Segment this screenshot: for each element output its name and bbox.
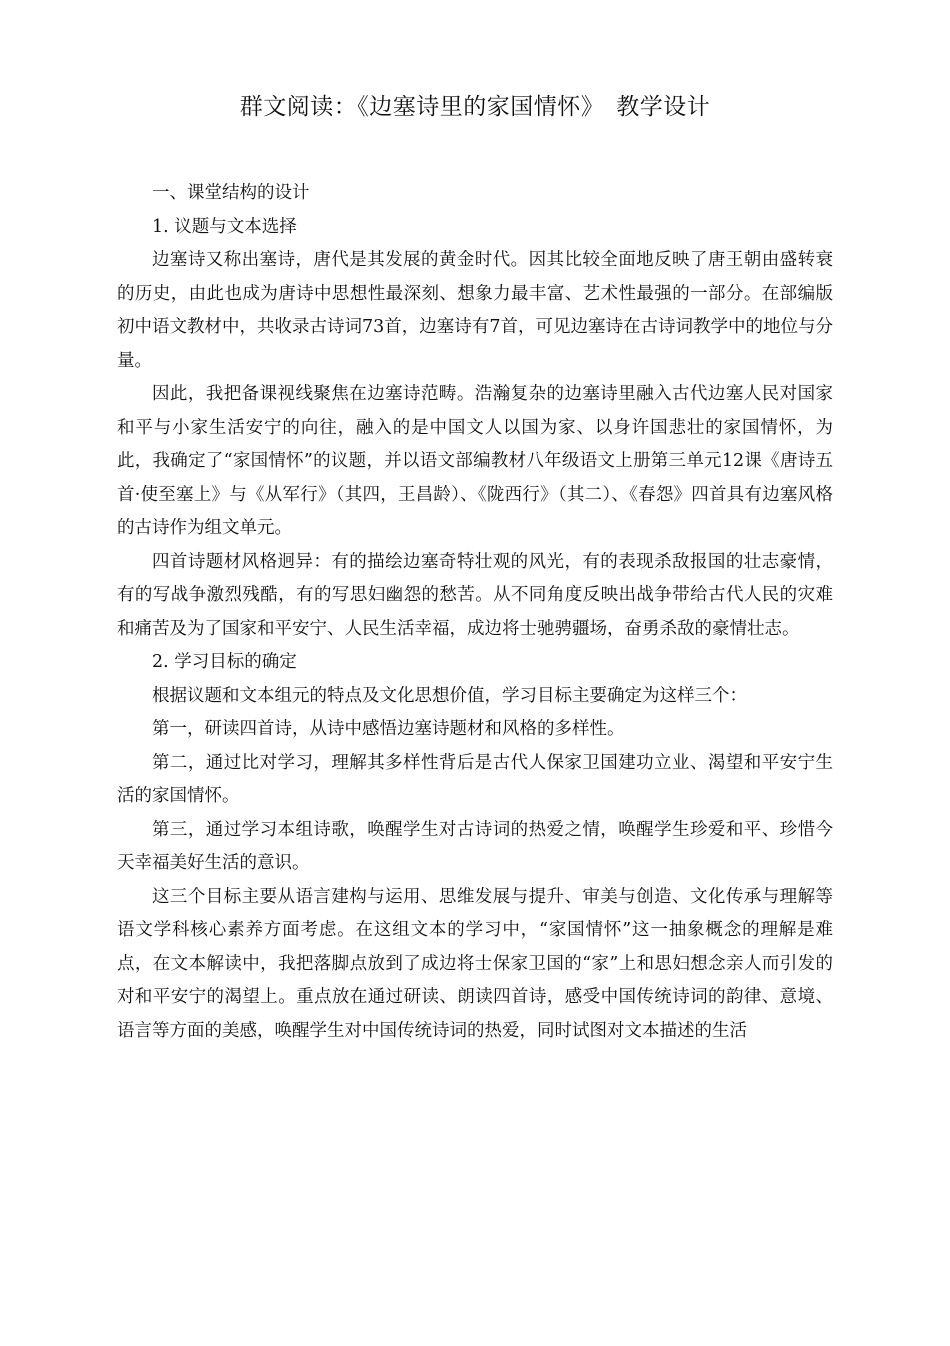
section-heading-classroom-structure: 一、课堂结构的设计 [152,183,310,203]
paragraph-objective-one: 第一，研读四首诗，从诗中感悟边塞诗题材和风格的多样性。 [152,719,625,739]
paragraph-objective-two: 第二，通过比对学习，理解其多样性背后是古代人保家卫国建功立业、渴望和平安宁生活的家国情怀。 [117,752,833,806]
subheading-topic-and-text-selection: 1. 议题与文本选择 [152,216,297,237]
document-title: 群文阅读：《边塞诗里的家国情怀》 教学设计 [239,94,711,120]
subheading-learning-objectives: 2. 学习目标的确定 [152,652,297,672]
document-body [117,177,851,1048]
paragraph-frontier-poetry-intro: 边塞诗又称出塞诗，唐代是其发展的黄金时代。因其比较全面地反映了唐王朝由盛转衰的历史，由此也成为唐诗中思想性最深刻、想象力最丰富、艺术性最强的一部分。在部编版初中语文教材中，共收录古诗词73首，边塞诗有7首，可见边塞诗在古诗词教学中的地位与分量。 [117,250,833,371]
paragraph-lesson-focus: 因此，我把备课视线聚焦在边塞诗范畴。浩瀚复杂的边塞诗里融入古代边塞人民对国家 和平与小家生活安宁的向往，融入的是中国文人以国为家、以身许国悲壮的家国情怀，为此，我确定了“家国情怀”的议题，并以语文部编教材八年级语文上册第三单元12课《唐诗五首·使至塞上》与《从军行》（其四，王昌龄）、《陇西行》（其二）、《春怨》四首具有边塞风格的古诗作为组文单元。 [117,384,851,538]
paragraph-objective-three: 第三，通过学习本组诗歌，唤醒学生对古诗词的热爱之情，唤醒学生珍爱和平、珍惜今天幸福美好生活的意识。 [117,819,833,873]
paragraph-objectives-intro: 根据议题和文本组元的特点及文化思想价值，学习目标主要确定为这样三个： [152,685,747,706]
paragraph-objectives-rationale: 这三个目标主要从语言建构与运用、思维发展与提升、审美与创造、文化传承与理解等语文学科核心素养方面考虑。在这组文本的学习中，“家国情怀”这一抽象概念的理解是难点，在文本解读中，我把落脚点放到了成边将士保家卫国的“家”上和思妇想念亲人而引发的对和平安宁的渴望上。重点放在通过研读、朗读四首诗，感受中国传统诗词的韵律、意境、语言等方面的美感，唤醒学生对中国传统诗词的热爱，同时试图对文本描述的生活 [117,886,833,1041]
paragraph-four-poems-styles: 四首诗题材风格迥异：有的描绘边塞奇特壮观的风光，有的表现杀敌报国的壮志豪情，有的写战争激烈残酷，有的写思妇幽怨的愁苦。从不同角度反映出战争带给古代人民的灾难和痛苦及为了国家和平安宁、人民生活幸福，成边将士驰骋疆场，奋勇杀敌的豪情壮志。 [117,551,833,639]
